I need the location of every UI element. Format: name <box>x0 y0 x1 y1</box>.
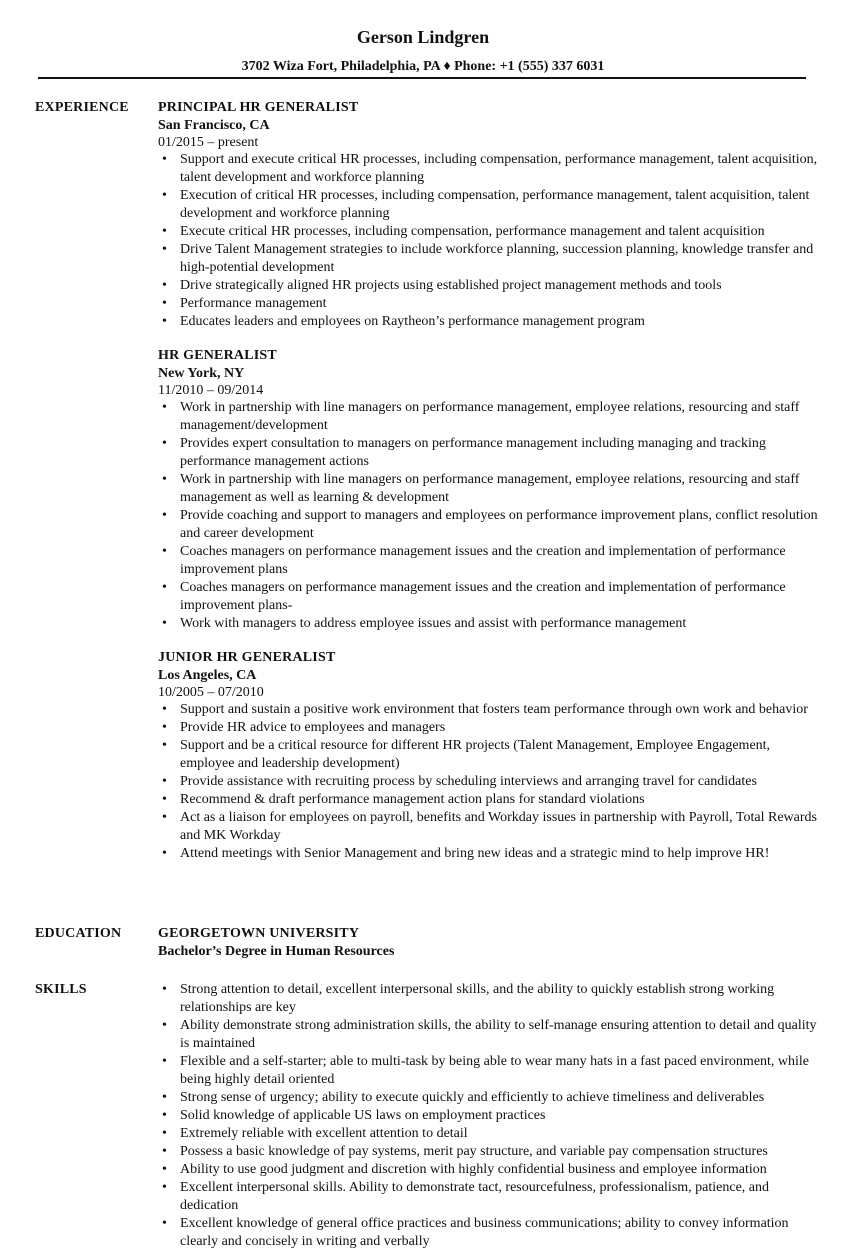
bullet-item <box>158 791 818 809</box>
bullet-item <box>158 435 818 471</box>
bullet-item <box>158 241 818 277</box>
bullet-text: Work with managers to address employee issues and assist with performance management <box>180 616 687 631</box>
bullet-text: Strong sense of urgency; ability to execute quickly and efficiently to achieve timeliness and deliverables <box>180 1090 765 1105</box>
bullet-dot-icon: • <box>162 400 167 415</box>
bullet-item <box>158 579 818 615</box>
bullet-dot-icon: • <box>162 472 167 487</box>
bullet-text: Strong attention to detail, excellent interpersonal skills, and the ability to quickly establish strong working relationships are key <box>180 982 775 1015</box>
bullet-text: Provides expert consultation to managers on performance management including managing and tracking performance management actions <box>180 436 766 469</box>
bullet-dot-icon: • <box>162 188 167 203</box>
bullet-item <box>158 1089 818 1107</box>
bullet-item <box>158 809 818 845</box>
bullet-text: Act as a liaison for employees on payroll, benefits and Workday issues in partnership with Payroll, Total Rewards and MK Workday <box>180 810 817 843</box>
bullet-dot-icon: • <box>162 580 167 595</box>
bullet-item <box>158 1017 818 1053</box>
bullet-text: Work in partnership with line managers on performance management, employee relations, resourcing and staff management/development <box>180 400 800 433</box>
bullet-dot-icon: • <box>162 1126 167 1141</box>
bullet-item <box>158 1215 818 1251</box>
bullet-dot-icon: • <box>162 1108 167 1123</box>
bullet-dot-icon: • <box>162 616 167 631</box>
bullet-item <box>158 543 818 579</box>
bullet-item <box>158 845 818 863</box>
experience-content <box>158 99 818 879</box>
bullet-text: Ability to use good judgment and discretion with highly confidential business and employee information <box>180 1162 767 1177</box>
bullet-text: Educates leaders and employees on Raytheon’s performance management program <box>180 314 645 329</box>
job-title: JUNIOR HR GENERALIST <box>158 650 336 665</box>
contact-line: 3702 Wiza Fort, Philadelphia, PA ♦ Phone: +1 (555) 337 6031 <box>241 59 605 74</box>
bullet-item <box>158 277 818 295</box>
bullet-item <box>158 981 818 1017</box>
bullet-dot-icon: • <box>162 982 167 997</box>
bullet-dot-icon: • <box>162 1090 167 1105</box>
job-title: PRINCIPAL HR GENERALIST <box>158 100 359 115</box>
bullet-item <box>158 295 818 313</box>
bullet-dot-icon: • <box>162 1162 167 1177</box>
bullet-dot-icon: • <box>162 296 167 311</box>
job-dates: 10/2005 – 07/2010 <box>158 685 264 700</box>
bullet-text: Support and execute critical HR processes, including compensation, performance management, talent acquisition, talent development and workforce planning <box>180 152 818 185</box>
bullet-item <box>158 1125 818 1143</box>
bullet-text: Flexible and a self-starter; able to multi-task by being able to wear many hats in a fast paced environment, while being highly detail oriented <box>180 1054 810 1087</box>
bullet-item <box>158 773 818 791</box>
bullet-dot-icon: • <box>162 738 167 753</box>
bullet-dot-icon: • <box>162 1054 167 1069</box>
bullet-item <box>158 1053 818 1089</box>
bullet-text: Ability demonstrate strong administration skills, the ability to self-manage ensuring attention to detail and quality is maintained <box>180 1018 817 1051</box>
bullet-dot-icon: • <box>162 242 167 257</box>
skills-content <box>158 981 818 1251</box>
bullet-text: Excellent interpersonal skills. Ability to demonstrate tact, resourcefulness, professionalism, patience, and dedication <box>180 1180 770 1213</box>
bullet-text: Execute critical HR processes, including compensation, performance management and talent acquisition <box>180 224 765 239</box>
job-entry <box>158 99 818 331</box>
bullet-dot-icon: • <box>162 1144 167 1159</box>
bullet-dot-icon: • <box>162 224 167 239</box>
bullet-dot-icon: • <box>162 544 167 559</box>
bullet-text: Performance management <box>180 296 327 311</box>
bullet-item <box>158 737 818 773</box>
bullet-item <box>158 1161 818 1179</box>
section-label-experience: EXPERIENCE <box>35 100 129 115</box>
job-bullets <box>158 701 818 863</box>
job-dates: 11/2010 – 09/2014 <box>158 383 264 398</box>
bullet-text: Provide HR advice to employees and managers <box>180 720 446 735</box>
bullet-item <box>158 187 818 223</box>
bullet-item <box>158 471 818 507</box>
bullet-text: Work in partnership with line managers on performance management, employee relations, resourcing and staff management as well as learning & development <box>180 472 800 505</box>
job-bullets <box>158 151 818 331</box>
bullet-text: Drive Talent Management strategies to include workforce planning, succession planning, knowledge transfer and high-potential development <box>180 242 814 275</box>
bullet-text: Provide assistance with recruiting process by scheduling interviews and arranging travel for candidates <box>180 774 757 789</box>
bullet-dot-icon: • <box>162 314 167 329</box>
bullet-item <box>158 1179 818 1215</box>
job-location: New York, NY <box>158 366 245 381</box>
bullet-text: Possess a basic knowledge of pay systems, merit pay structure, and variable pay compensation structures <box>180 1144 768 1159</box>
bullet-item <box>158 399 818 435</box>
section-label-education: EDUCATION <box>35 926 122 941</box>
bullet-dot-icon: • <box>162 846 167 861</box>
bullet-item <box>158 701 818 719</box>
bullet-text: Support and be a critical resource for different HR projects (Talent Management, Employee Engagement, employee and leadership development) <box>180 738 771 771</box>
bullet-dot-icon: • <box>162 508 167 523</box>
header-divider <box>38 77 806 79</box>
bullet-dot-icon: • <box>162 278 167 293</box>
bullet-dot-icon: • <box>162 1216 167 1231</box>
bullet-dot-icon: • <box>162 774 167 789</box>
bullet-text: Execution of critical HR processes, including compensation, performance management, talent acquisition, talent development and workforce planning <box>180 188 810 221</box>
bullet-item <box>158 719 818 737</box>
bullet-item <box>158 223 818 241</box>
bullet-dot-icon: • <box>162 1018 167 1033</box>
bullet-text: Provide coaching and support to managers and employees on performance improvement plans, conflict resolution and career development <box>180 508 818 541</box>
job-location: Los Angeles, CA <box>158 668 257 683</box>
bullet-item <box>158 1107 818 1125</box>
bullet-text: Support and sustain a positive work environment that fosters team performance through own work and behavior <box>180 702 808 717</box>
bullet-text: Solid knowledge of applicable US laws on employment practices <box>180 1108 546 1123</box>
section-label-skills: SKILLS <box>35 982 87 997</box>
job-bullets <box>158 399 818 633</box>
job-entry <box>158 649 818 863</box>
bullet-dot-icon: • <box>162 702 167 717</box>
bullet-text: Attend meetings with Senior Management and bring new ideas and a strategic mind to help improve HR! <box>180 846 770 861</box>
bullet-dot-icon: • <box>162 810 167 825</box>
bullet-dot-icon: • <box>162 1180 167 1195</box>
bullet-item <box>158 507 818 543</box>
resume-name: Gerson Lindgren <box>356 27 490 47</box>
bullet-dot-icon: • <box>162 720 167 735</box>
bullet-text: Coaches managers on performance management issues and the creation and implementation of performance improvement plans <box>180 544 786 577</box>
bullet-text: Coaches managers on performance management issues and the creation and implementation of performance improvement plans- <box>180 580 786 613</box>
bullet-item <box>158 1143 818 1161</box>
bullet-item <box>158 151 818 187</box>
bullet-item <box>158 615 818 633</box>
job-location: San Francisco, CA <box>158 118 270 133</box>
bullet-dot-icon: • <box>162 792 167 807</box>
bullet-dot-icon: • <box>162 436 167 451</box>
job-entry <box>158 347 818 633</box>
bullet-text: Drive strategically aligned HR projects using established project management methods and tools <box>180 278 722 293</box>
bullet-dot-icon: • <box>162 152 167 167</box>
job-title: HR GENERALIST <box>158 348 277 363</box>
education-degree: Bachelor’s Degree in Human Resources <box>158 944 395 959</box>
bullet-text: Excellent knowledge of general office practices and business communications; ability to convey information clearly and concisely in writing and verbally <box>180 1216 789 1249</box>
education-school: GEORGETOWN UNIVERSITY <box>158 926 360 941</box>
job-dates: 01/2015 – present <box>158 135 259 150</box>
bullet-item <box>158 313 818 331</box>
bullet-text: Recommend & draft performance management action plans for standard violations <box>180 792 645 807</box>
bullet-text: Extremely reliable with excellent attention to detail <box>180 1126 468 1141</box>
education-content <box>158 925 818 961</box>
skills-bullets <box>158 981 818 1251</box>
